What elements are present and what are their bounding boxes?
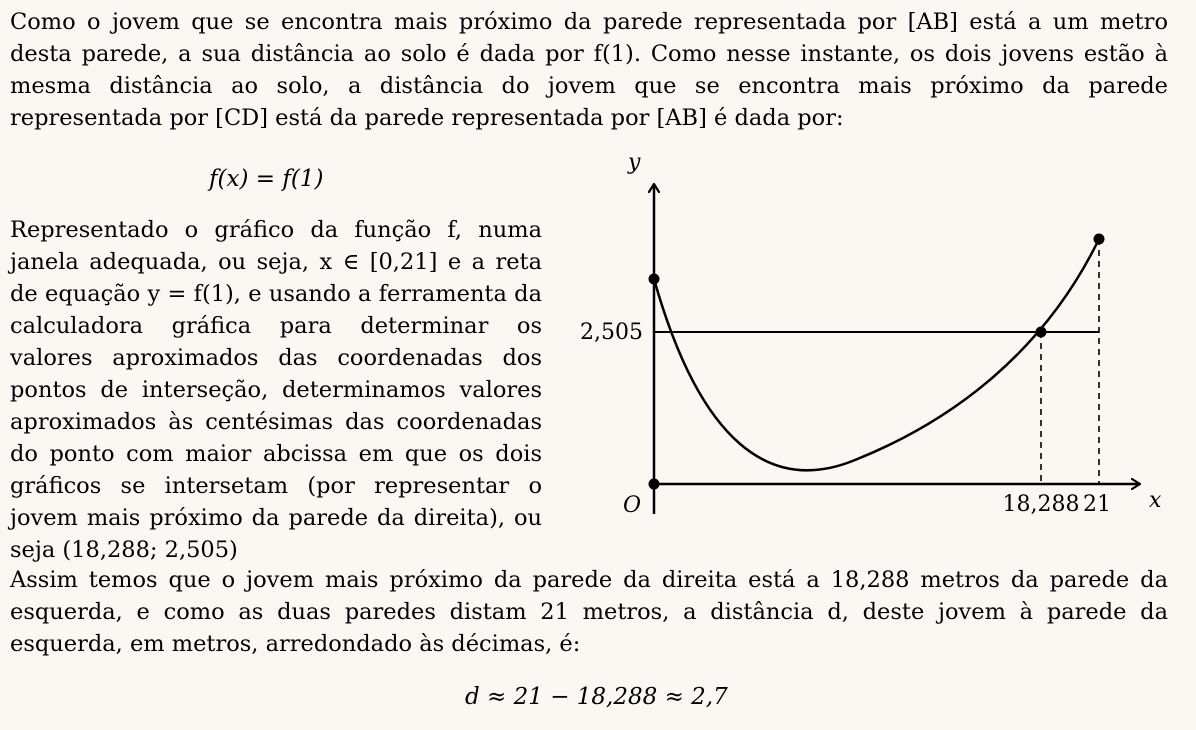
equation-distance-result: d ≈ 21 − 18,288 ≈ 2,7 bbox=[465, 684, 728, 710]
y-tick-label: 2,505 bbox=[580, 320, 643, 345]
function-curve bbox=[654, 239, 1099, 470]
conclusion-paragraph: Assim temos que o jovem mais próximo da parede da direita está a 18,288 metros da parede da esquerda, e como as duas paredes distam 21 metros, a distância d, deste jovem à parede da esquerda, em metros, arredondado às décimas, é: bbox=[10, 567, 1168, 657]
method-paragraph: Representado o gráfico da função f, numa janela adequada, ou seja, x ∈ [0,21] e a reta de equação y = f(1), e usando a ferramenta da calculadora gráfica para determinar os valores aproximados das coordenadas dos pontos de interseção, determinamos valores aproximados às centésimas das coordenadas do ponto com maior abcissa em que os dois gráficos se intersetam (por representar o jovem mais próximo da parede da direita), ou seja (18,288; 2,505) bbox=[10, 217, 542, 563]
y-axis-label: y bbox=[628, 150, 641, 175]
point-origin bbox=[649, 479, 660, 490]
point-end bbox=[1094, 234, 1105, 245]
x-tick-label-18288: 18,288 bbox=[1002, 492, 1080, 517]
origin-label: O bbox=[623, 493, 642, 518]
point-intersection bbox=[1036, 327, 1047, 338]
x-axis-label: x bbox=[1149, 488, 1162, 513]
point-y-intercept bbox=[649, 274, 660, 285]
intro-paragraph: Como o jovem que se encontra mais próximo da parede representada por [AB] está a um metro desta parede, a sua distância ao solo é dada por f(1). Como nesse instante, os dois jovens estão à mesma distância ao solo, a distância do jovem que se encontra mais próximo da parede representada por [CD] está da parede representada por [AB] é dada por: bbox=[10, 9, 1168, 131]
function-graph bbox=[575, 150, 1175, 530]
equation-f-x-equals-f-1: f(x) = f(1) bbox=[209, 166, 324, 192]
x-tick-label-21: 21 bbox=[1083, 492, 1111, 517]
